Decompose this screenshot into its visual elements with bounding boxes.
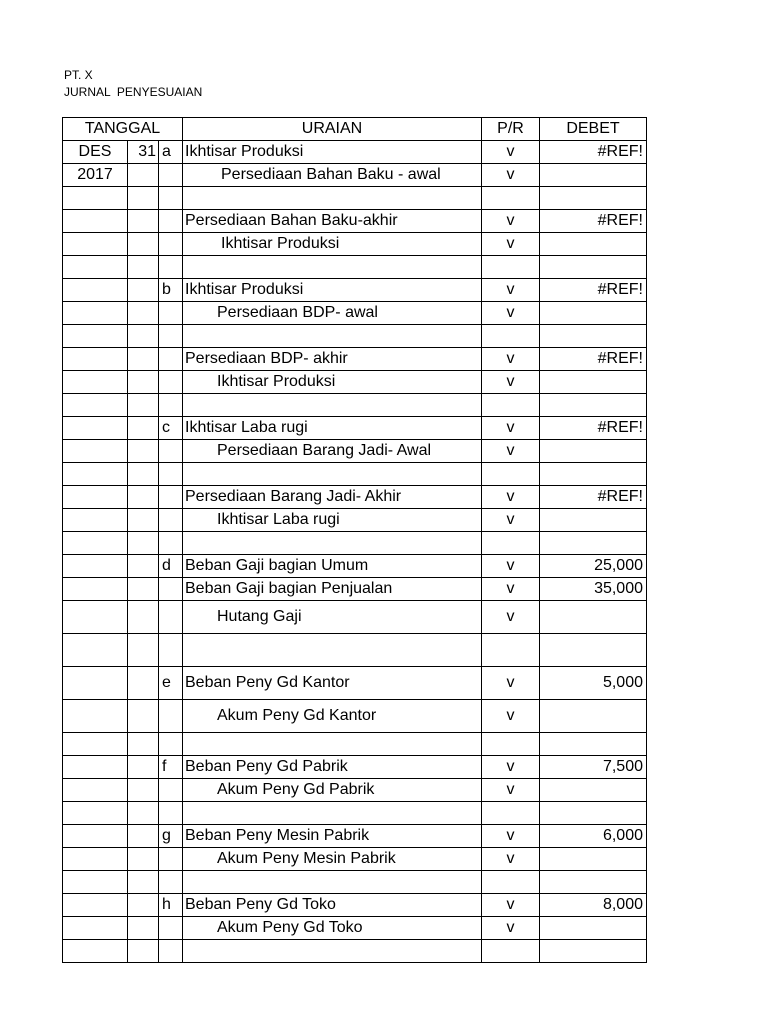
col-header-debet: DEBET bbox=[540, 118, 647, 141]
pr-cell: v bbox=[482, 141, 540, 164]
table-row bbox=[63, 486, 647, 509]
debit-cell bbox=[540, 394, 647, 417]
table-row bbox=[63, 371, 647, 394]
pr-cell bbox=[482, 733, 540, 756]
date-day-cell bbox=[128, 463, 159, 486]
description-cell bbox=[183, 733, 482, 756]
table-row bbox=[63, 348, 647, 371]
entry-letter-cell bbox=[159, 578, 183, 601]
entry-letter-cell bbox=[159, 486, 183, 509]
description-cell bbox=[183, 532, 482, 555]
table-row bbox=[63, 940, 647, 963]
table-row bbox=[63, 532, 647, 555]
pr-cell: v bbox=[482, 302, 540, 325]
debit-cell: 25,000 bbox=[540, 555, 647, 578]
date-month-cell: 2017 bbox=[63, 164, 128, 187]
entry-letter-cell bbox=[159, 210, 183, 233]
entry-letter-cell bbox=[159, 371, 183, 394]
date-month-cell bbox=[63, 486, 128, 509]
pr-cell: v bbox=[482, 894, 540, 917]
description-cell: Ikhtisar Produksi bbox=[183, 371, 482, 394]
pr-cell: v bbox=[482, 756, 540, 779]
date-day-cell bbox=[128, 440, 159, 463]
pr-cell bbox=[482, 256, 540, 279]
entry-letter-cell bbox=[159, 463, 183, 486]
description-cell: Akum Peny Mesin Pabrik bbox=[183, 848, 482, 871]
date-month-cell bbox=[63, 894, 128, 917]
date-month-cell bbox=[63, 394, 128, 417]
description-cell bbox=[183, 325, 482, 348]
date-month-cell bbox=[63, 348, 128, 371]
description-cell: Beban Peny Gd Kantor bbox=[183, 667, 482, 700]
journal-title: JURNAL PENYESUAIAN bbox=[64, 85, 203, 99]
col-header-uraian: URAIAN bbox=[183, 118, 482, 141]
pr-cell: v bbox=[482, 601, 540, 634]
description-cell: Akum Peny Gd Pabrik bbox=[183, 779, 482, 802]
table-row bbox=[63, 917, 647, 940]
entry-letter-cell bbox=[159, 779, 183, 802]
entry-letter-cell bbox=[159, 187, 183, 210]
description-cell bbox=[183, 634, 482, 667]
date-day-cell bbox=[128, 486, 159, 509]
company-name: PT. X bbox=[64, 68, 93, 82]
date-day-cell bbox=[128, 917, 159, 940]
date-month-cell bbox=[63, 532, 128, 555]
date-day-cell bbox=[128, 940, 159, 963]
entry-letter-cell bbox=[159, 233, 183, 256]
entry-letter-cell: g bbox=[159, 825, 183, 848]
table-row bbox=[63, 555, 647, 578]
table-row bbox=[63, 756, 647, 779]
table-row bbox=[63, 394, 647, 417]
table-row bbox=[63, 601, 647, 634]
debit-cell: 5,000 bbox=[540, 667, 647, 700]
table-row bbox=[63, 210, 647, 233]
date-month-cell: DES bbox=[63, 141, 128, 164]
table-row bbox=[63, 233, 647, 256]
entry-letter-cell: e bbox=[159, 667, 183, 700]
table-row bbox=[63, 779, 647, 802]
journal-table bbox=[62, 117, 647, 963]
entry-letter-cell: h bbox=[159, 894, 183, 917]
date-day-cell bbox=[128, 210, 159, 233]
description-cell: Persediaan Bahan Baku - awal bbox=[183, 164, 482, 187]
pr-cell: v bbox=[482, 210, 540, 233]
date-month-cell bbox=[63, 917, 128, 940]
debit-cell bbox=[540, 532, 647, 555]
debit-cell bbox=[540, 802, 647, 825]
table-row bbox=[63, 325, 647, 348]
date-day-cell bbox=[128, 532, 159, 555]
description-cell: Persediaan Bahan Baku-akhir bbox=[183, 210, 482, 233]
date-month-cell bbox=[63, 279, 128, 302]
debit-cell bbox=[540, 187, 647, 210]
pr-cell bbox=[482, 394, 540, 417]
table-row bbox=[63, 256, 647, 279]
description-cell: Ikhtisar Produksi bbox=[183, 233, 482, 256]
description-cell: Beban Peny Gd Pabrik bbox=[183, 756, 482, 779]
debit-cell bbox=[540, 940, 647, 963]
date-month-cell bbox=[63, 802, 128, 825]
entry-letter-cell bbox=[159, 348, 183, 371]
debit-cell bbox=[540, 733, 647, 756]
pr-cell: v bbox=[482, 486, 540, 509]
date-month-cell bbox=[63, 940, 128, 963]
date-month-cell bbox=[63, 756, 128, 779]
date-day-cell bbox=[128, 733, 159, 756]
date-month-cell bbox=[63, 871, 128, 894]
debit-cell: 6,000 bbox=[540, 825, 647, 848]
debit-cell bbox=[540, 463, 647, 486]
entry-letter-cell: c bbox=[159, 417, 183, 440]
debit-cell bbox=[540, 509, 647, 532]
date-day-cell bbox=[128, 348, 159, 371]
entry-letter-cell: a bbox=[159, 141, 183, 164]
description-cell bbox=[183, 463, 482, 486]
entry-letter-cell bbox=[159, 440, 183, 463]
table-row bbox=[63, 871, 647, 894]
date-month-cell bbox=[63, 509, 128, 532]
col-header-tanggal: TANGGAL bbox=[63, 118, 183, 141]
entry-letter-cell bbox=[159, 394, 183, 417]
entry-letter-cell bbox=[159, 917, 183, 940]
debit-cell: #REF! bbox=[540, 210, 647, 233]
debit-cell: #REF! bbox=[540, 279, 647, 302]
description-cell: Persediaan Barang Jadi- Akhir bbox=[183, 486, 482, 509]
date-day-cell bbox=[128, 233, 159, 256]
date-month-cell bbox=[63, 634, 128, 667]
table-row bbox=[63, 634, 647, 667]
table-row bbox=[63, 440, 647, 463]
table-row bbox=[63, 802, 647, 825]
table-row bbox=[63, 825, 647, 848]
entry-letter-cell: d bbox=[159, 555, 183, 578]
debit-cell: 7,500 bbox=[540, 756, 647, 779]
date-month-cell bbox=[63, 779, 128, 802]
entry-letter-cell bbox=[159, 802, 183, 825]
table-row bbox=[63, 279, 647, 302]
table-row bbox=[63, 509, 647, 532]
date-day-cell bbox=[128, 417, 159, 440]
pr-cell: v bbox=[482, 279, 540, 302]
description-cell: Ikhtisar Produksi bbox=[183, 279, 482, 302]
description-cell: Ikhtisar Produksi bbox=[183, 141, 482, 164]
pr-cell: v bbox=[482, 848, 540, 871]
date-month-cell bbox=[63, 667, 128, 700]
entry-letter-cell bbox=[159, 601, 183, 634]
entry-letter-cell: b bbox=[159, 279, 183, 302]
description-cell: Ikhtisar Laba rugi bbox=[183, 417, 482, 440]
debit-cell: #REF! bbox=[540, 486, 647, 509]
description-cell bbox=[183, 802, 482, 825]
date-month-cell bbox=[63, 302, 128, 325]
debit-cell bbox=[540, 700, 647, 733]
entry-letter-cell bbox=[159, 164, 183, 187]
date-day-cell bbox=[128, 394, 159, 417]
date-day-cell bbox=[128, 256, 159, 279]
description-cell: Akum Peny Gd Toko bbox=[183, 917, 482, 940]
entry-letter-cell bbox=[159, 871, 183, 894]
table-row bbox=[63, 700, 647, 733]
pr-cell: v bbox=[482, 779, 540, 802]
pr-cell: v bbox=[482, 417, 540, 440]
pr-cell: v bbox=[482, 700, 540, 733]
date-month-cell bbox=[63, 601, 128, 634]
table-row bbox=[63, 164, 647, 187]
date-day-cell bbox=[128, 325, 159, 348]
date-day-cell bbox=[128, 667, 159, 700]
pr-cell: v bbox=[482, 667, 540, 700]
description-cell: Beban Gaji bagian Umum bbox=[183, 555, 482, 578]
date-day-cell bbox=[128, 302, 159, 325]
entry-letter-cell bbox=[159, 325, 183, 348]
table-row bbox=[63, 463, 647, 486]
debit-cell: 8,000 bbox=[540, 894, 647, 917]
date-day-cell bbox=[128, 700, 159, 733]
pr-cell: v bbox=[482, 578, 540, 601]
pr-cell bbox=[482, 463, 540, 486]
debit-cell: #REF! bbox=[540, 348, 647, 371]
table-row bbox=[63, 302, 647, 325]
entry-letter-cell bbox=[159, 256, 183, 279]
pr-cell: v bbox=[482, 509, 540, 532]
date-day-cell bbox=[128, 371, 159, 394]
date-day-cell bbox=[128, 802, 159, 825]
debit-cell bbox=[540, 164, 647, 187]
description-cell: Hutang Gaji bbox=[183, 601, 482, 634]
table-row bbox=[63, 667, 647, 700]
table-row bbox=[63, 187, 647, 210]
pr-cell: v bbox=[482, 233, 540, 256]
date-month-cell bbox=[63, 555, 128, 578]
debit-cell: 35,000 bbox=[540, 578, 647, 601]
description-cell bbox=[183, 394, 482, 417]
date-day-cell bbox=[128, 634, 159, 667]
date-day-cell bbox=[128, 279, 159, 302]
debit-cell bbox=[540, 779, 647, 802]
entry-letter-cell bbox=[159, 848, 183, 871]
pr-cell: v bbox=[482, 164, 540, 187]
date-month-cell bbox=[63, 848, 128, 871]
table-row bbox=[63, 733, 647, 756]
date-day-cell bbox=[128, 871, 159, 894]
entry-letter-cell bbox=[159, 532, 183, 555]
entry-letter-cell bbox=[159, 509, 183, 532]
description-cell: Beban Gaji bagian Penjualan bbox=[183, 578, 482, 601]
pr-cell: v bbox=[482, 555, 540, 578]
date-day-cell bbox=[128, 825, 159, 848]
pr-cell bbox=[482, 187, 540, 210]
date-month-cell bbox=[63, 463, 128, 486]
debit-cell bbox=[540, 440, 647, 463]
debit-cell bbox=[540, 233, 647, 256]
col-header-pr: P/R bbox=[482, 118, 540, 141]
entry-letter-cell bbox=[159, 634, 183, 667]
date-month-cell bbox=[63, 700, 128, 733]
date-day-cell: 31 bbox=[128, 141, 159, 164]
date-month-cell bbox=[63, 733, 128, 756]
table-row bbox=[63, 894, 647, 917]
pr-cell: v bbox=[482, 825, 540, 848]
description-cell: Persediaan BDP- awal bbox=[183, 302, 482, 325]
date-month-cell bbox=[63, 256, 128, 279]
debit-cell bbox=[540, 371, 647, 394]
debit-cell: #REF! bbox=[540, 141, 647, 164]
date-month-cell bbox=[63, 187, 128, 210]
date-day-cell bbox=[128, 601, 159, 634]
debit-cell bbox=[540, 302, 647, 325]
date-day-cell bbox=[128, 779, 159, 802]
date-day-cell bbox=[128, 555, 159, 578]
debit-cell bbox=[540, 917, 647, 940]
date-month-cell bbox=[63, 371, 128, 394]
description-cell bbox=[183, 256, 482, 279]
description-cell: Persediaan BDP- akhir bbox=[183, 348, 482, 371]
description-cell: Beban Peny Mesin Pabrik bbox=[183, 825, 482, 848]
date-day-cell bbox=[128, 848, 159, 871]
description-cell: Akum Peny Gd Kantor bbox=[183, 700, 482, 733]
date-day-cell bbox=[128, 187, 159, 210]
table-row bbox=[63, 848, 647, 871]
pr-cell: v bbox=[482, 348, 540, 371]
date-day-cell bbox=[128, 894, 159, 917]
date-day-cell bbox=[128, 509, 159, 532]
table-row bbox=[63, 141, 647, 164]
pr-cell bbox=[482, 940, 540, 963]
pr-cell bbox=[482, 634, 540, 667]
description-cell: Persediaan Barang Jadi- Awal bbox=[183, 440, 482, 463]
debit-cell bbox=[540, 256, 647, 279]
journal-body bbox=[63, 141, 647, 963]
debit-cell bbox=[540, 871, 647, 894]
description-cell bbox=[183, 940, 482, 963]
date-month-cell bbox=[63, 825, 128, 848]
pr-cell bbox=[482, 325, 540, 348]
date-month-cell bbox=[63, 325, 128, 348]
date-day-cell bbox=[128, 578, 159, 601]
description-cell bbox=[183, 187, 482, 210]
date-day-cell bbox=[128, 756, 159, 779]
debit-cell: #REF! bbox=[540, 417, 647, 440]
debit-cell bbox=[540, 325, 647, 348]
pr-cell bbox=[482, 802, 540, 825]
table-row bbox=[63, 417, 647, 440]
description-cell bbox=[183, 871, 482, 894]
pr-cell bbox=[482, 871, 540, 894]
entry-letter-cell bbox=[159, 700, 183, 733]
entry-letter-cell bbox=[159, 302, 183, 325]
entry-letter-cell: f bbox=[159, 756, 183, 779]
pr-cell bbox=[482, 532, 540, 555]
date-month-cell bbox=[63, 233, 128, 256]
description-cell: Ikhtisar Laba rugi bbox=[183, 509, 482, 532]
pr-cell: v bbox=[482, 917, 540, 940]
pr-cell: v bbox=[482, 371, 540, 394]
table-row bbox=[63, 578, 647, 601]
date-month-cell bbox=[63, 578, 128, 601]
debit-cell bbox=[540, 601, 647, 634]
date-day-cell bbox=[128, 164, 159, 187]
entry-letter-cell bbox=[159, 940, 183, 963]
header-row bbox=[63, 118, 647, 141]
pr-cell: v bbox=[482, 440, 540, 463]
entry-letter-cell bbox=[159, 733, 183, 756]
debit-cell bbox=[540, 634, 647, 667]
date-month-cell bbox=[63, 417, 128, 440]
date-month-cell bbox=[63, 210, 128, 233]
debit-cell bbox=[540, 848, 647, 871]
description-cell: Beban Peny Gd Toko bbox=[183, 894, 482, 917]
date-month-cell bbox=[63, 440, 128, 463]
